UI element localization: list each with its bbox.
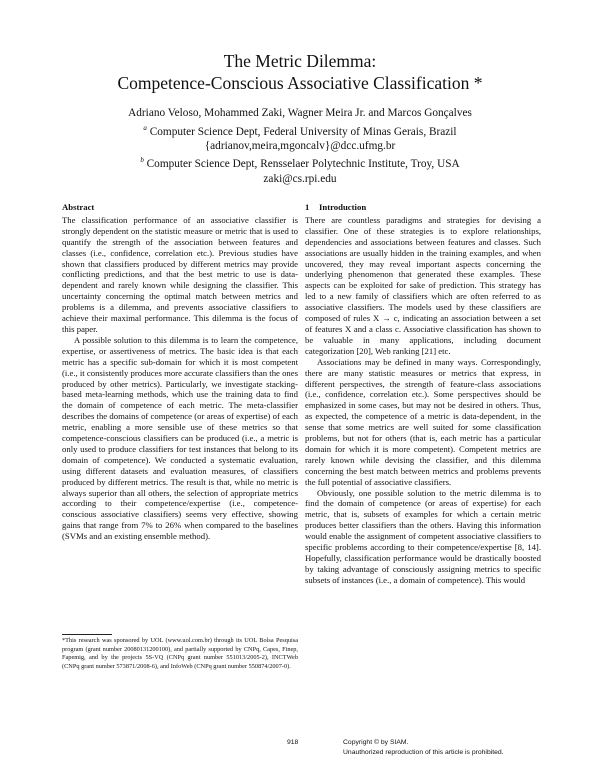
abstract-heading: Abstract [62, 202, 95, 212]
affiliation-a-line1: Computer Science Dept, Federal University of Minas Gerais, Brazil [149, 125, 457, 138]
affil-marker-a: a [143, 123, 147, 132]
page-number: 918 [287, 739, 299, 746]
reproduction-notice: Unauthorized reproduction of this article is prohibited. [343, 748, 504, 756]
footnote: *This research was sponsored by UOL (www.uol.com.br) through its UOL Bolsa Pesquisa program (grant number 20080131200100), and partially supported by CNPq, Capes, Finep, Fapemig, and by the projects 5S-VQ (CNPq grant number 551013/2005-2), INCTWeb (CNPq grant number 573871/2008-6), and InfoWeb (CNPq grant number 550874/2007-0). [62, 637, 298, 670]
copyright-line: Copyright © by SIAM. [343, 739, 409, 746]
right-column [305, 202, 541, 586]
intro-paragraph-3: Obviously, one possible solution to the metric dilemma is to find the domain of competence (or areas of expertise) for each metric, that is, subsets of examples for which a certain metric produces better classifiers than the others. Having this information would enable the assignment of competent associative classifiers to specific problems according to their competence/expertise [8, 14]. Hopefully, classification performance would be drastically boosted by taking advantage of consciously assigning metrics to specific subsets of instances (i.e., a domain of competence). This would [305, 487, 541, 585]
title-line-1: The Metric Dilemma: [223, 51, 377, 71]
intro-paragraph-2: Associations may be defined in many ways. Correspondingly, there are many statistic measures or metrics that express, in different perspectives, the strength of feature-class associations (i.e., confidence, correlation etc.). Some perspectives should be emphasized in some cases, but may not be desired in others. Thus, as expected, the competence of a metric is data-dependent, in the sense that some metrics are well suited for some classification problems, but not for others (that is, each metric has a particular domain for which it is more competent). Competent metrics are rarely known while devising the classifier, and this dilemma concerning the best match between metrics and problems prevents the full potential of associative classifiers. [305, 356, 541, 487]
intro-paragraph-1: There are countless paradigms and strategies for devising a classifier. One of these strategies is to explore relationships, dependencies and associations between features and classes. Such associations are usually hidden in the training examples, and when uncovered, they may reveal important aspects concerning the underlying phenomenon that generated these examples. These aspects can be exploited for sake of prediction. This strategy has led to a new family of classifiers which are often referred to as associative classifiers. The models used by these classifiers are composed of rules X → c, indicating an association between a set of features X and a class c. Associative classification has shown to be valuable in many applications, including document categorization [20], Web ranking [21] etc. [305, 214, 541, 356]
left-column [62, 202, 298, 542]
affiliation-b-email: zaki@cs.rpi.edu [263, 172, 337, 185]
authors-line: Adriano Veloso, Mohammed Zaki, Wagner Meira Jr. and Marcos Gonçalves [128, 107, 472, 119]
section-title: Introduction [319, 202, 367, 212]
affiliation-b-line1: Computer Science Dept, Rensselaer Polytechnic Institute, Troy, USA [146, 158, 460, 171]
section-heading [305, 202, 541, 213]
author-block [0, 106, 600, 186]
footnote-rule [62, 634, 112, 635]
affiliation-b [0, 153, 600, 171]
abstract-paragraph-2: A possible solution to this dilemma is to learn the competence, expertise, or assertiveness of metrics. The basic idea is that each metric has a specific sub-domain for which it is most competent (i.e., it consistently produces more accurate classifiers than the ones produced by other metrics). Particularly, we investigate stacking-based meta-learning methods, which use the training data to find the domain of competence of each metric. The meta-classifier describes the domains of competence (or areas of expertise) of each metric, enabling a more sensible use of these metrics so that competence-conscious classifiers can be produced (i.e., a metric is only used to produce classifiers for test instances that belong to its domain of competence). We conducted a systematic evaluation, using different datasets and evaluation measures, of classifiers produced by different metrics. The result is that, while no metric is always superior than all others, the selection of appropriate metrics according to their competence/expertise (i.e., competence-conscious associative classifiers) seems very effective, showing gains that range from 7% to 26% when compared to the baselines (SVMs and an existing ensemble method). [62, 334, 298, 542]
affil-marker-b: b [140, 156, 144, 165]
title-line-2: Competence-Conscious Associative Classification * [117, 73, 483, 93]
affiliation-a-email: {adrianov,meira,mgoncalv}@dcc.ufmg.br [204, 139, 396, 152]
affiliation-a [0, 121, 600, 139]
paper-title [0, 50, 600, 94]
section-number: 1 [305, 202, 310, 212]
copyright-notice [343, 738, 504, 757]
abstract-paragraph-1: The classification performance of an associative classifier is strongly dependent on the statistic measure or metric that is used to quantify the strength of the association between features and classes (i.e., confidence, correlation etc.). Previous studies have shown that classifiers produced by different metrics may provide conflicting predictions, and that the best metric to use is data-dependent and rarely known while designing the classifier. This uncertainty concerning the optimal match between metrics and problems is a dilemma, and prevents associative classifiers to achieve their maximal performance. This dilemma is the focus of this paper. [62, 214, 298, 334]
